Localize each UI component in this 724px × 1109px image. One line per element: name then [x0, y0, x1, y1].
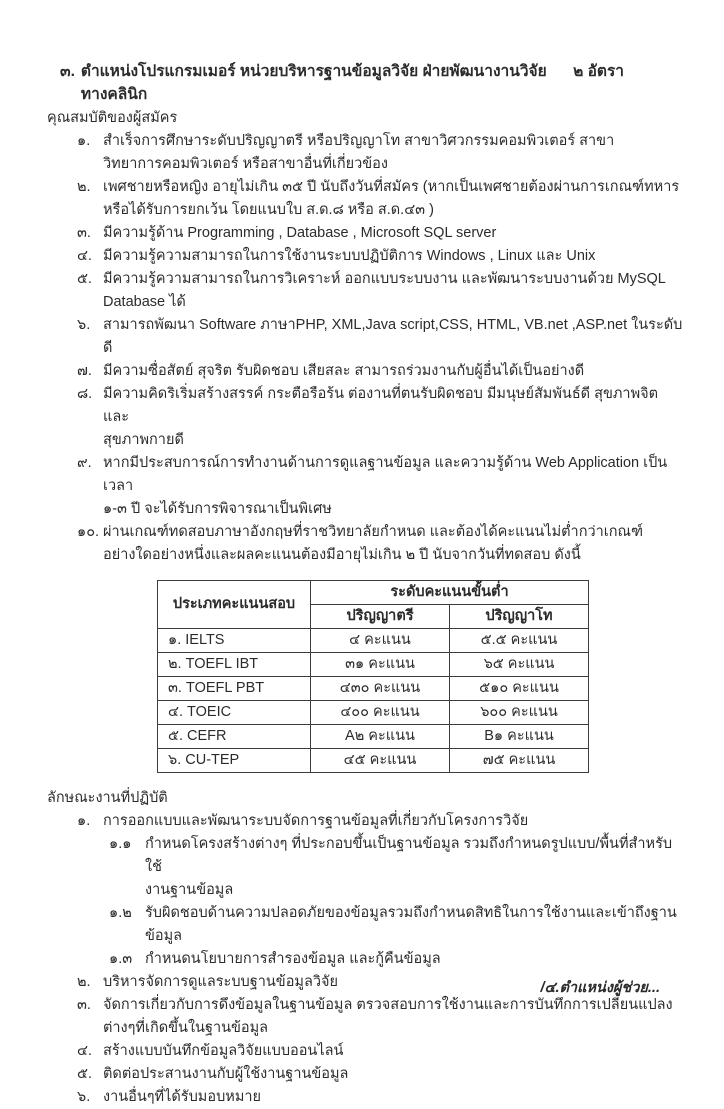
qualification-number: ๗.	[77, 363, 92, 379]
qualification-number: ๕.	[77, 271, 93, 287]
qualification-number: ๑๐.	[77, 524, 100, 540]
master-score: ๖๕ คะแนน	[450, 653, 589, 677]
duty-sub-text	[145, 833, 684, 902]
header-master: ปริญญาโท	[450, 605, 589, 629]
test-name: ๑. IELTS	[158, 629, 311, 653]
qualification-number: ๙.	[77, 455, 92, 471]
score-table-head	[158, 581, 589, 629]
score-table-body	[158, 629, 589, 773]
master-score: ๗๕ คะแนน	[450, 749, 589, 773]
duty-sub-line: รับผิดชอบด้านความปลอดภัยของข้อมูลรวมถึงกำหนดสิทธิในการใช้งานและเข้าถึงฐานข้อมูล	[145, 905, 677, 944]
qualification-text	[103, 176, 684, 222]
bachelor-score: ๔๓๐ คะแนน	[311, 677, 450, 701]
qualification-line: เพศชายหรือหญิง อายุไม่เกิน ๓๕ ปี นับถึงวันที่สมัคร (หากเป็นเพศชายต้องผ่านการเกณฑ์ทหาร	[103, 179, 680, 195]
test-name: ๔. TOEIC	[158, 701, 311, 725]
duty-text	[103, 810, 684, 833]
duties-heading: ลักษณะงานที่ปฏิบัติ	[47, 790, 168, 806]
duty-line: งานอื่นๆที่ได้รับมอบหมาย	[103, 1089, 262, 1105]
header-min-score: ระดับคะแนนขั้นต่ำ	[311, 581, 589, 605]
score-table-row	[158, 677, 589, 701]
qualification-number: ๘.	[77, 386, 93, 402]
qualification-item	[77, 268, 684, 314]
qualification-line: ๑-๓ ปี จะได้รับการพิจารณาเป็นพิเศษ	[103, 501, 332, 517]
qualification-line: หากมีประสบการณ์การทำงานด้านการดูแลฐานข้อมูล และความรู้ด้าน Web Application เป็นเวลา	[103, 455, 668, 494]
duty-sub-number: ๑.๒	[109, 905, 132, 921]
qualification-text	[103, 383, 684, 452]
duty-text	[103, 1063, 684, 1086]
qualification-text	[103, 521, 684, 567]
duty-line: ต่างๆที่เกิดขึ้นในฐานข้อมูล	[103, 1020, 269, 1036]
duty-item	[77, 810, 684, 833]
duties-list	[47, 810, 684, 1109]
qualification-number: ๒.	[77, 179, 91, 195]
duty-sub-item	[109, 948, 684, 971]
qualification-item	[77, 521, 684, 567]
score-table-row	[158, 629, 589, 653]
duty-item	[77, 994, 684, 1040]
qualification-line: มีความรู้ความสามารถในการใช้งานระบบปฏิบัติการ Windows , Linux และ Unix	[103, 248, 596, 264]
qualification-line: วิทยาการคอมพิวเตอร์ หรือสาขาอื่นที่เกี่ยวข้อง	[103, 156, 388, 172]
qualification-item	[77, 452, 684, 521]
test-name: ๒. TOEFL IBT	[158, 653, 311, 677]
job-title-row	[60, 60, 684, 106]
qualification-item	[77, 176, 684, 222]
test-name: ๓. TOEFL PBT	[158, 677, 311, 701]
duty-sub-line: งานฐานข้อมูล	[145, 882, 234, 898]
master-score: ๕๑๐ คะแนน	[450, 677, 589, 701]
qualification-line: มีความซื่อสัตย์ สุจริต รับผิดชอบ เสียสละ สามารถร่วมงานกับผู้อื่นได้เป็นอย่างดี	[103, 363, 585, 379]
qualification-item	[77, 314, 684, 360]
duty-sub-number: ๑.๑	[109, 836, 132, 852]
duty-line: การออกแบบและพัฒนาระบบจัดการฐานข้อมูลที่เกี่ยวกับโครงการวิจัย	[103, 813, 529, 829]
qualification-item	[77, 360, 684, 383]
qualification-text	[103, 314, 684, 360]
duty-number: ๑.	[77, 813, 91, 829]
score-table-row	[158, 701, 589, 725]
duty-line: ติดต่อประสานงานกับผู้ใช้งานฐานข้อมูล	[103, 1066, 349, 1082]
duty-sub-item	[109, 833, 684, 902]
qualification-text	[103, 360, 684, 383]
duty-line: สร้างแบบบันทึกข้อมูลวิจัยแบบออนไลน์	[103, 1043, 344, 1059]
qualification-text	[103, 452, 684, 521]
master-score: ๕.๕ คะแนน	[450, 629, 589, 653]
bachelor-score: ๔๐๐ คะแนน	[311, 701, 450, 725]
page-footer-note: /๔.ตำแหน่งผู้ช่วย...	[540, 980, 660, 996]
qualification-line: อย่างใดอย่างหนึ่งและผลคะแนนต้องมีอายุไม่เกิน ๒ ปี นับจากวันที่ทดสอบ ดังนี้	[103, 547, 581, 563]
duty-sub-text	[145, 948, 684, 971]
duty-number: ๓.	[77, 997, 91, 1013]
qualification-item	[77, 130, 684, 176]
header-test-type: ประเภทคะแนนสอบ	[158, 581, 311, 629]
qualification-line: สำเร็จการศึกษาระดับปริญญาตรี หรือปริญญาโท สาขาวิศวกรรมคอมพิวเตอร์ สาขา	[103, 133, 615, 149]
qualification-text	[103, 222, 684, 245]
test-name: ๕. CEFR	[158, 725, 311, 749]
duty-sub-line: กำหนดโครงสร้างต่างๆ ที่ประกอบขึ้นเป็นฐานข้อมูล รวมถึงกำหนดรูปแบบ/พื้นที่สำหรับใช้	[145, 836, 673, 875]
duty-line: บริหารจัดการดูแลระบบฐานข้อมูลวิจัย	[103, 974, 338, 990]
job-title-number: ๓.	[60, 63, 75, 80]
duty-item	[77, 1086, 684, 1109]
job-title: ตำแหน่งโปรแกรมเมอร์ หน่วยบริหารฐานข้อมูลวิจัย ฝ่ายพัฒนางานวิจัยทางคลินิก	[80, 63, 547, 103]
duty-sub-line: กำหนดนโยบายการสำรองข้อมูล และกู้คืนข้อมูล	[145, 951, 441, 967]
duty-sub-number: ๑.๓	[109, 951, 133, 967]
qualification-item	[77, 222, 684, 245]
qualification-line: หรือได้รับการยกเว้น โดยแนบใบ ส.ด.๘ หรือ ส.ด.๔๓ )	[103, 202, 434, 218]
qualifications-heading: คุณสมบัติของผู้สมัคร	[47, 110, 178, 126]
qualification-text	[103, 268, 684, 314]
duty-text	[103, 994, 684, 1040]
qualification-line: มีความคิดริเริ่มสร้างสรรค์ กระตือรือร้น ต่องานที่ตนรับผิดชอบ มีมนุษย์สัมพันธ์ดี สุขภาพจิตและ	[103, 386, 659, 425]
qualification-line: Database ได้	[103, 294, 186, 310]
duty-sub-text	[145, 902, 684, 948]
bachelor-score: ๔ คะแนน	[311, 629, 450, 653]
bachelor-score: ๔๕ คะแนน	[311, 749, 450, 773]
test-name: ๖. CU-TEP	[158, 749, 311, 773]
qualification-number: ๔.	[77, 248, 93, 264]
header-bachelor: ปริญญาตรี	[311, 605, 450, 629]
qualification-line: ผ่านเกณฑ์ทดสอบภาษาอังกฤษที่ราชวิทยาลัยกำหนด และต้องได้คะแนนไม่ต่ำกว่าเกณฑ์	[103, 524, 643, 540]
qualification-line: มีความรู้ความสามารถในการวิเคราะห์ ออกแบบระบบงาน และพัฒนาระบบงานด้วย MySQL	[103, 271, 666, 287]
duty-item	[77, 1040, 684, 1063]
score-table-row	[158, 725, 589, 749]
score-table-row	[158, 749, 589, 773]
duty-text	[103, 1040, 684, 1063]
english-score-table	[157, 580, 589, 773]
duty-number: ๒.	[77, 974, 91, 990]
score-table-header-row	[158, 581, 589, 605]
score-table-row	[158, 653, 589, 677]
qualification-line: มีความรู้ด้าน Programming , Database , Microsoft SQL server	[103, 225, 497, 241]
qualification-number: ๑.	[77, 133, 91, 149]
bachelor-score: ๓๑ คะแนน	[311, 653, 450, 677]
bachelor-score: A๒ คะแนน	[311, 725, 450, 749]
qualification-item	[77, 383, 684, 452]
duty-sub-item	[109, 902, 684, 948]
duty-text	[103, 1086, 684, 1109]
qualification-number: ๓.	[77, 225, 91, 241]
duty-number: ๔.	[77, 1043, 93, 1059]
qualification-item	[77, 245, 684, 268]
qualifications-list	[47, 130, 684, 567]
qualification-text	[103, 130, 684, 176]
duty-line: จัดการเกี่ยวกับการดึงข้อมูลในฐานข้อมูล ตรวจสอบการใช้งานและการบันทึกการเปลี่ยนแปลง	[103, 997, 673, 1013]
positions-count: ๒ อัตรา	[573, 63, 624, 80]
qualification-line: สามารถพัฒนา Software ภาษาPHP, XML,Java script,CSS, HTML, VB.net ,ASP.net ในระดับดี	[103, 317, 683, 356]
qualification-line: สุขภาพกายดี	[103, 432, 184, 448]
master-score: B๑ คะแนน	[450, 725, 589, 749]
master-score: ๖๐๐ คะแนน	[450, 701, 589, 725]
qualification-text	[103, 245, 684, 268]
qualification-number: ๖.	[77, 317, 91, 333]
duty-number: ๖.	[77, 1089, 91, 1105]
duty-item	[77, 1063, 684, 1086]
duty-number: ๕.	[77, 1066, 93, 1082]
